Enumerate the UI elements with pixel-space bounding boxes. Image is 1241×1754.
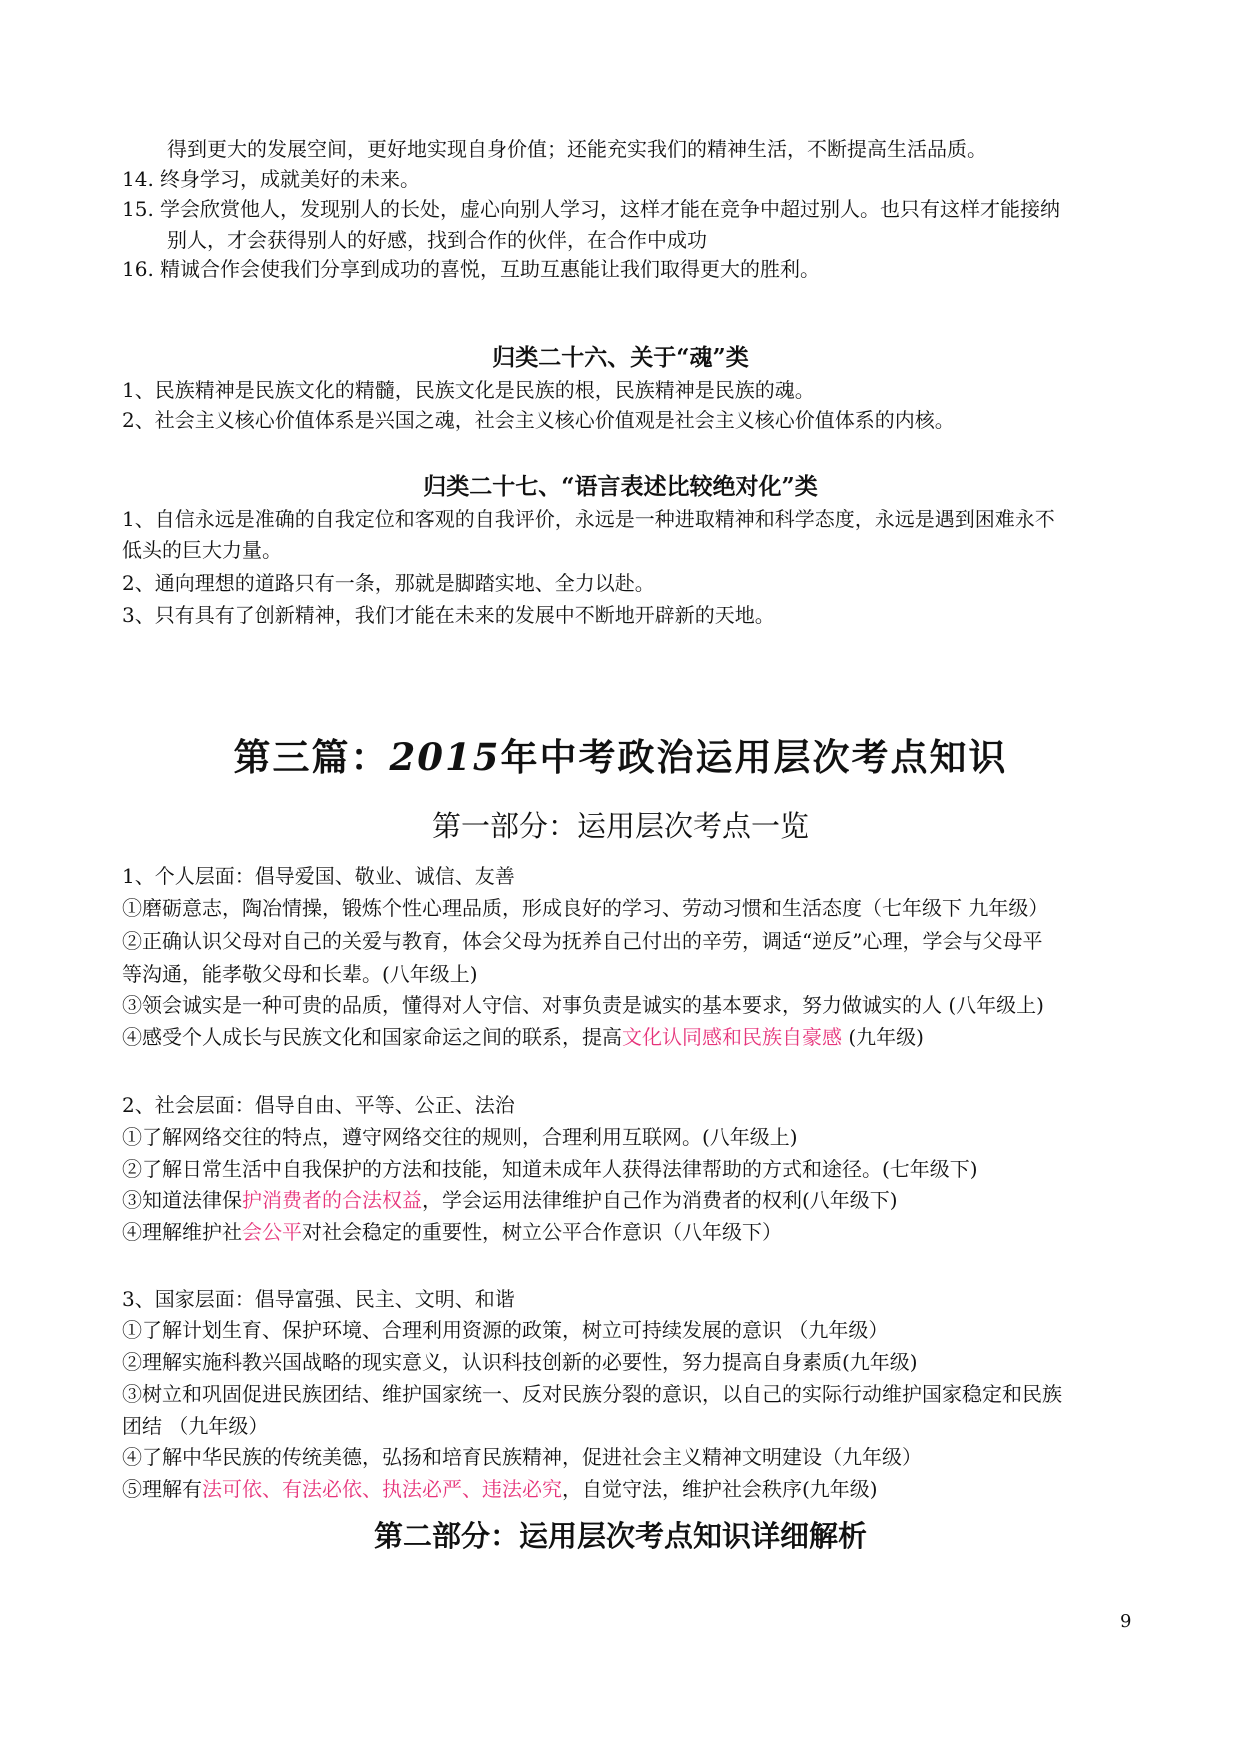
group-1-heading: 1、个人层面：倡导爱国、敬业、诚信、友善: [122, 864, 515, 888]
list-item: 16. 精诚合作会使我们分享到成功的喜悦，互助互惠能让我们取得更大的胜利。: [122, 253, 1152, 285]
group-1-item: ②正确认识父母对自己的关爱与教育，体会父母为抚养自己付出的辛劳，调适“逆反”心理，学会与父母平: [122, 929, 1043, 953]
list-item: 15. 学会欣赏他人，发现别人的长处，虚心向别人学习，这样才能在竞争中超过别人。也只有这样才能接纳: [122, 193, 1152, 225]
highlight-text: 法可依、有法必依、执法必严、违法必究: [202, 1477, 562, 1501]
section-26-title: 归类二十六、关于“魂”类: [492, 344, 749, 371]
group-1-item: ①磨砺意志，陶冶情操，锻炼个性心理品质，形成良好的学习、劳动习惯和生活态度（七年级下 九年级）: [122, 896, 1049, 920]
part-one-title: 第一部分：运用层次考点一览: [431, 809, 809, 843]
group-3-item: ①了解计划生育、保护环境、合理利用资源的政策，树立可持续发展的意识 （九年级）: [122, 1318, 889, 1342]
highlight-text: 会公平: [242, 1220, 302, 1244]
group-3-item: ④了解中华民族的传统美德，弘扬和培育民族精神，促进社会主义精神文明建设（九年级）: [122, 1445, 922, 1469]
group-3-item: ⑤理解有法可依、有法必依、执法必严、违法必究，自觉守法，维护社会秩序(九年级): [122, 1477, 878, 1501]
section-26-item: 1、民族精神是民族文化的精髓，民族文化是民族的根，民族精神是民族的魂。: [122, 378, 815, 402]
group-3-item: ②理解实施科教兴国战略的现实意义，认识科技创新的必要性，努力提高自身素质(九年级): [122, 1350, 918, 1374]
list-item: 14. 终身学习，成就美好的未来。: [122, 163, 1152, 195]
highlight-text: 护消费者的合法权益: [242, 1188, 422, 1212]
section-26-item: 2、社会主义核心价值体系是兴国之魂，社会主义核心价值观是社会主义核心价值体系的内核。: [122, 408, 955, 432]
section-27-item: 3、只有具有了创新精神，我们才能在未来的发展中不断地开辟新的天地。: [122, 603, 775, 627]
group-2-heading: 2、社会层面：倡导自由、平等、公正、法治: [122, 1093, 515, 1117]
group-1-item: ③领会诚实是一种可贵的品质，懂得对人守信、对事负责是诚实的基本要求，努力做诚实的人 (八年级上): [122, 993, 1044, 1017]
list-continuation: 得到更大的发展空间，更好地实现自身价值；还能充实我们的精神生活，不断提高生活品质。: [167, 137, 987, 161]
group-1-item: 等沟通，能孝敬父母和长辈。(八年级上): [122, 962, 478, 986]
group-2-item: ④理解维护社会公平对社会稳定的重要性，树立公平合作意识（八年级下）: [122, 1220, 782, 1244]
list-number: 14.: [122, 167, 154, 191]
group-3-item: ③树立和巩固促进民族团结、维护国家统一、反对民族分裂的意识，以自己的实际行动维护国家稳定和民族: [122, 1382, 1062, 1406]
group-3-item: 团结 （九年级）: [122, 1414, 269, 1438]
highlight-text: 文化认同感和民族自豪感: [622, 1025, 842, 1049]
section-27-item: 1、自信永远是准确的自我定位和客观的自我评价，永远是一种进取精神和科学态度，永远是遇到困难永不: [122, 507, 1055, 531]
section-27-item: 2、通向理想的道路只有一条，那就是脚踏实地、全力以赴。: [122, 571, 655, 595]
section-27-item: 低头的巨大力量。: [122, 538, 282, 562]
list-continuation: 别人，才会获得别人的好感，找到合作的伙伴，在合作中成功: [167, 228, 707, 252]
part-3-title: 第三篇：2015年中考政治运用层次考点知识: [233, 735, 1008, 779]
group-2-item: ①了解网络交往的特点，遵守网络交往的规则，合理利用互联网。(八年级上): [122, 1125, 798, 1149]
section-27-title: 归类二十七、“语言表述比较绝对化”类: [423, 473, 818, 500]
page-number: 9: [1120, 1611, 1132, 1632]
group-1-item: ④感受个人成长与民族文化和国家命运之间的联系，提高文化认同感和民族自豪感 (九年级): [122, 1025, 924, 1049]
group-3-heading: 3、国家层面：倡导富强、民主、文明、和谐: [122, 1287, 515, 1311]
group-2-item: ②了解日常生活中自我保护的方法和技能，知道未成年人获得法律帮助的方式和途径。(七年级下): [122, 1157, 978, 1181]
group-2-item: ③知道法律保护消费者的合法权益，学会运用法律维护自己作为消费者的权利(八年级下): [122, 1188, 898, 1212]
list-number: 15.: [122, 197, 154, 221]
part-two-title: 第二部分：运用层次考点知识详细解析: [373, 1519, 867, 1553]
list-number: 16.: [122, 257, 154, 281]
